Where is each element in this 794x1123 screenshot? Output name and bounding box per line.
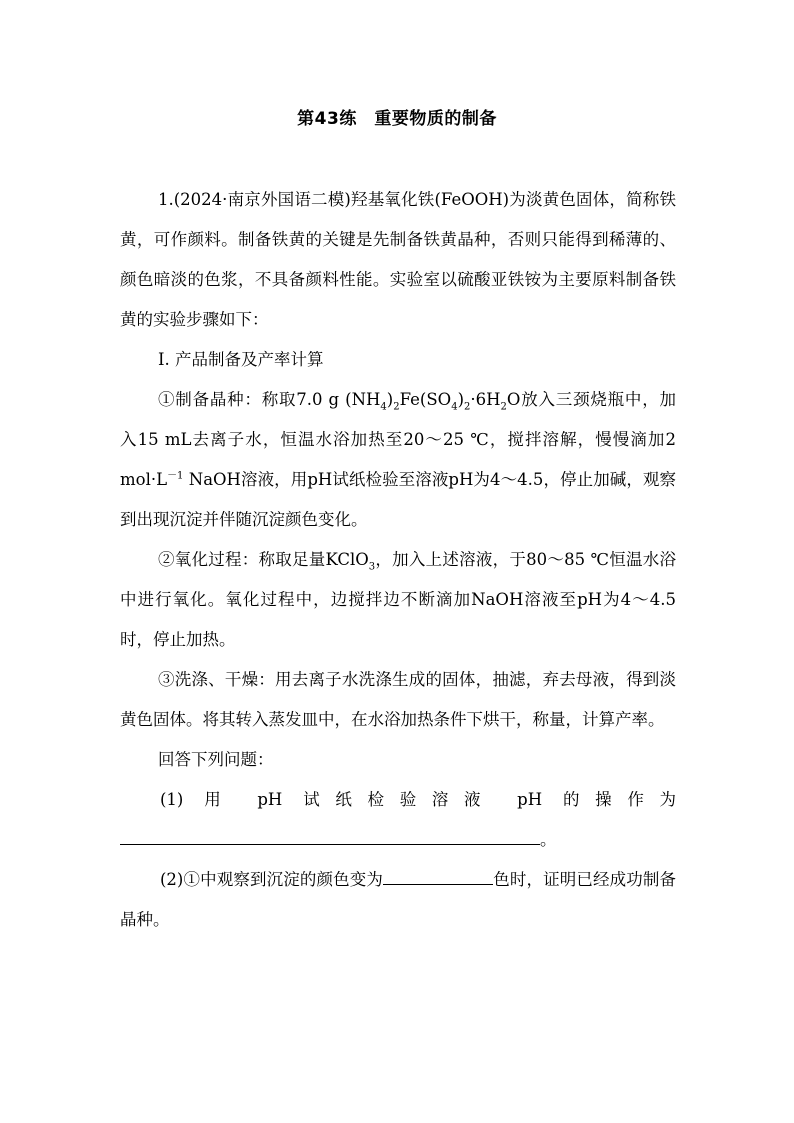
sub-question-1: (1) 用 pH 试纸检验溶液 pH 的操作为	[160, 790, 676, 809]
answer-prompt: 回答下列问题：	[158, 750, 274, 769]
section-heading: Ⅰ. 产品制备及产率计算	[158, 350, 324, 369]
question-body	[120, 180, 676, 940]
question-number: 1.	[158, 190, 174, 209]
sub-question-2: (2)①中观察到沉淀的颜色变为 色时，证明已经成功制备晶种。	[120, 860, 676, 940]
answer-blank-1[interactable]	[120, 826, 540, 845]
step-1-paragraph: ①制备晶种：称取7.0 g $(NH_4)_2Fe(SO_4)_2\cdot 6H_2O$放入三颈烧瓶中，加入15 mL去离子水，恒温水浴加热至20～25 ℃，搅拌溶解，慢慢滴加2 $mol\cdot L^{-1}$ NaOH溶液，用pH试纸检验至溶液pH为4～4.5，停止加碱，观察到出现沉淀并伴随沉淀颜色变化。	[120, 390, 677, 529]
question-intro: 1.(2024·南京外国语二模)羟基氧化铁(FeOOH)为淡黄色固体，简称铁黄，可作颜料。制备铁黄的关键是先制备铁黄晶种，否则只能得到稀薄的、颜色暗淡的色浆，不具备颜料性能。实验室以硫酸亚铁铵为主要原料制备铁黄的实验步骤如下：	[120, 190, 676, 329]
step-3-paragraph: ③洗涤、干燥：用去离子水洗涤生成的固体，抽滤，弃去母液，得到淡黄色固体。将其转入蒸发皿中，在水浴加热条件下烘干，称量，计算产率。	[120, 670, 676, 729]
step-2-paragraph: ②氧化过程：称取足量KClO$_3$，加入上述溶液，于80～85 ℃恒温水浴中进行氧化。氧化过程中，边搅拌边不断滴加NaOH溶液至pH为4～4.5时，停止加热。	[120, 550, 676, 649]
answer-blank-2[interactable]	[383, 866, 493, 885]
sub-question-1-answer-line: 。	[120, 820, 676, 860]
page-title: 第43练 重要物质的制备	[297, 109, 497, 129]
